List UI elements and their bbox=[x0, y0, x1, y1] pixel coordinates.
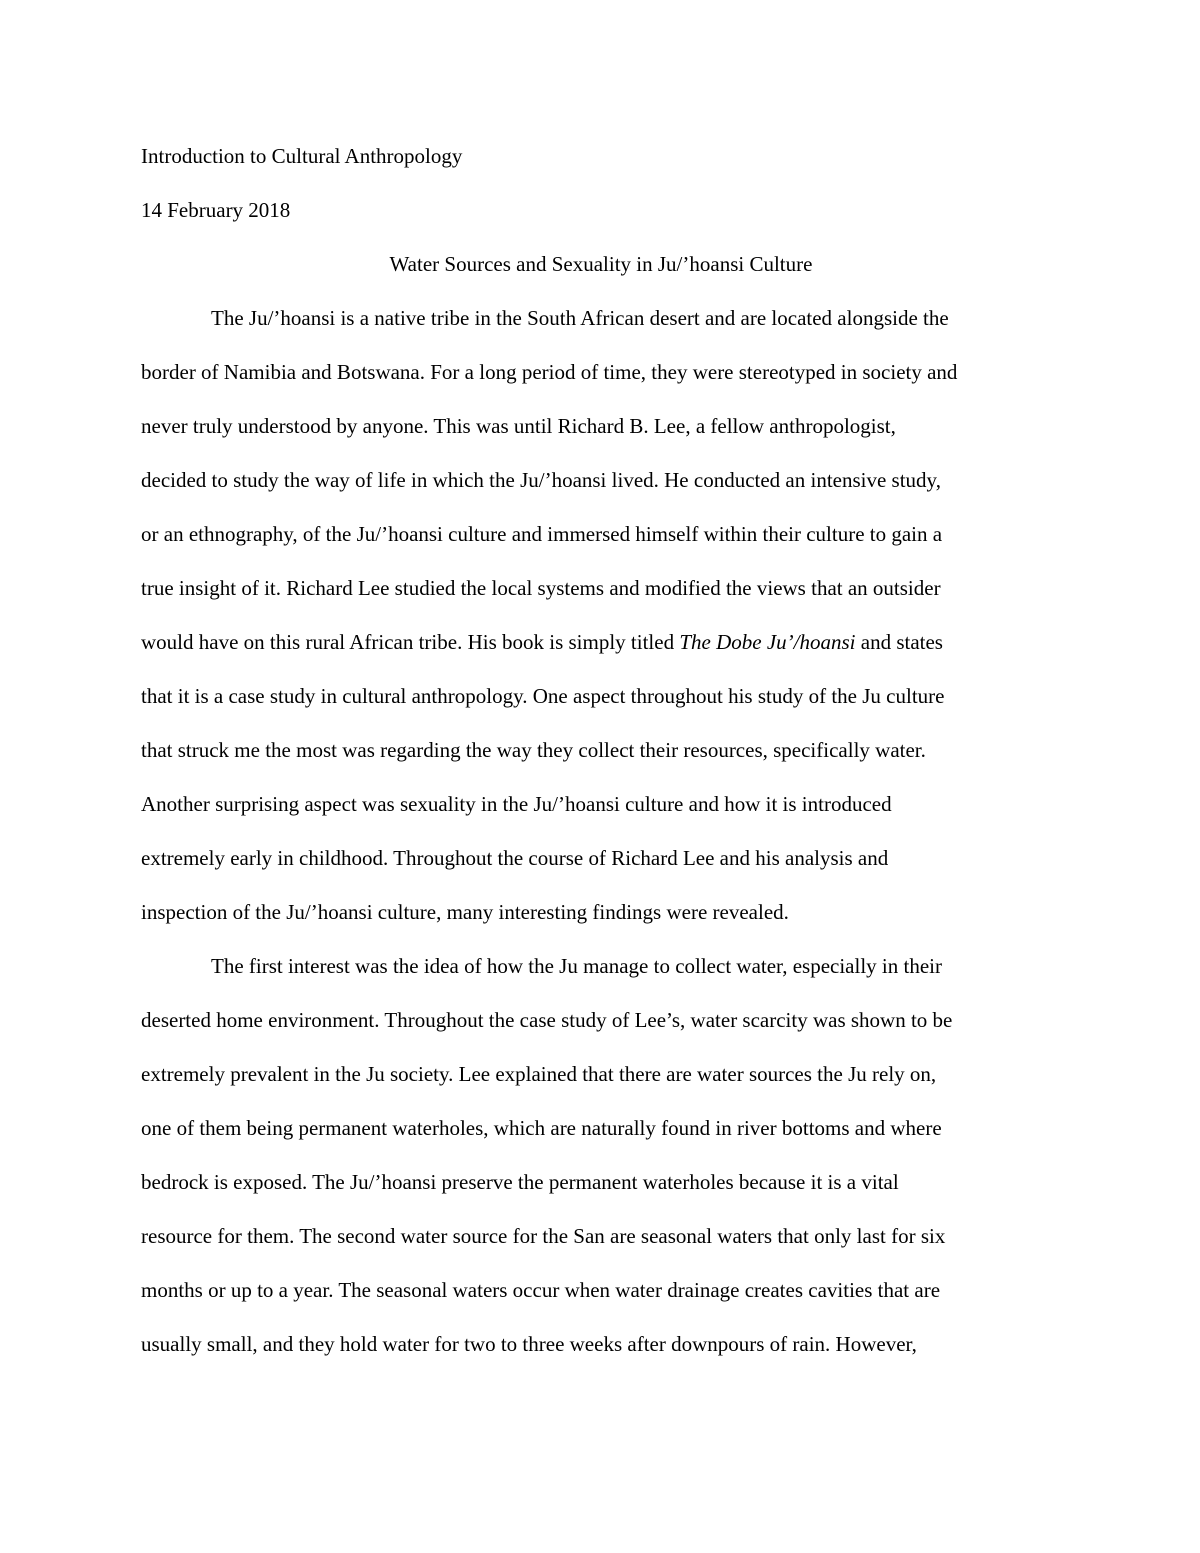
paragraph-line: extremely prevalent in the Ju society. Lee explained that there are water sources the Ju rely on, bbox=[141, 1062, 937, 1086]
paragraph-1 bbox=[141, 291, 1061, 939]
paragraph-line: The Ju/’hoansi is a native tribe in the South African desert and are located alongside the bbox=[211, 306, 949, 330]
paragraph-line: The first interest was the idea of how the Ju manage to collect water, especially in their bbox=[211, 954, 942, 978]
document-body bbox=[141, 129, 1061, 1371]
paragraph-line: months or up to a year. The seasonal waters occur when water drainage creates cavities that are bbox=[141, 1278, 941, 1302]
essay-title: Water Sources and Sexuality in Ju/’hoansi Culture bbox=[389, 252, 813, 276]
paragraph-line: usually small, and they hold water for two to three weeks after downpours of rain. However, bbox=[141, 1332, 917, 1356]
course-name: Introduction to Cultural Anthropology bbox=[141, 144, 463, 168]
paragraph-line: bedrock is exposed. The Ju/’hoansi preserve the permanent waterholes because it is a vital bbox=[141, 1170, 899, 1194]
paragraph-line: that it is a case study in cultural anthropology. One aspect throughout his study of the Ju culture bbox=[141, 684, 945, 708]
paragraph-line: Another surprising aspect was sexuality in the Ju/’hoansi culture and how it is introduced bbox=[141, 792, 892, 816]
paragraph-line: decided to study the way of life in which the Ju/’hoansi lived. He conducted an intensive study, bbox=[141, 468, 941, 492]
essay-date: 14 February 2018 bbox=[141, 198, 291, 222]
paragraph-line: inspection of the Ju/’hoansi culture, many interesting findings were revealed. bbox=[141, 900, 789, 924]
paragraph-line: never truly understood by anyone. This was until Richard B. Lee, a fellow anthropologist, bbox=[141, 414, 896, 438]
book-title: The Dobe Ju’/hoansi bbox=[679, 630, 856, 654]
line-text-after: and states bbox=[855, 630, 943, 654]
paragraph-line: one of them being permanent waterholes, which are naturally found in river bottoms and where bbox=[141, 1116, 942, 1140]
paragraph-line: resource for them. The second water source for the San are seasonal waters that only last for six bbox=[141, 1224, 946, 1248]
paragraph-line: deserted home environment. Throughout the case study of Lee’s, water scarcity was shown to be bbox=[141, 1008, 953, 1032]
paragraph-line: border of Namibia and Botswana. For a long period of time, they were stereotyped in society and bbox=[141, 360, 958, 384]
paragraph-2 bbox=[141, 939, 1061, 1371]
paragraph-line: extremely early in childhood. Throughout the course of Richard Lee and his analysis and bbox=[141, 846, 889, 870]
paragraph-line: or an ethnography, of the Ju/’hoansi culture and immersed himself within their culture to gain a bbox=[141, 522, 943, 546]
paragraph-line: true insight of it. Richard Lee studied the local systems and modified the views that an outsider bbox=[141, 576, 941, 600]
paragraph-line: that struck me the most was regarding the way they collect their resources, specifically water. bbox=[141, 738, 926, 762]
line-text-before: would have on this rural African tribe. His book is simply titled bbox=[141, 630, 680, 654]
paragraph-line-with-title bbox=[141, 615, 1061, 669]
